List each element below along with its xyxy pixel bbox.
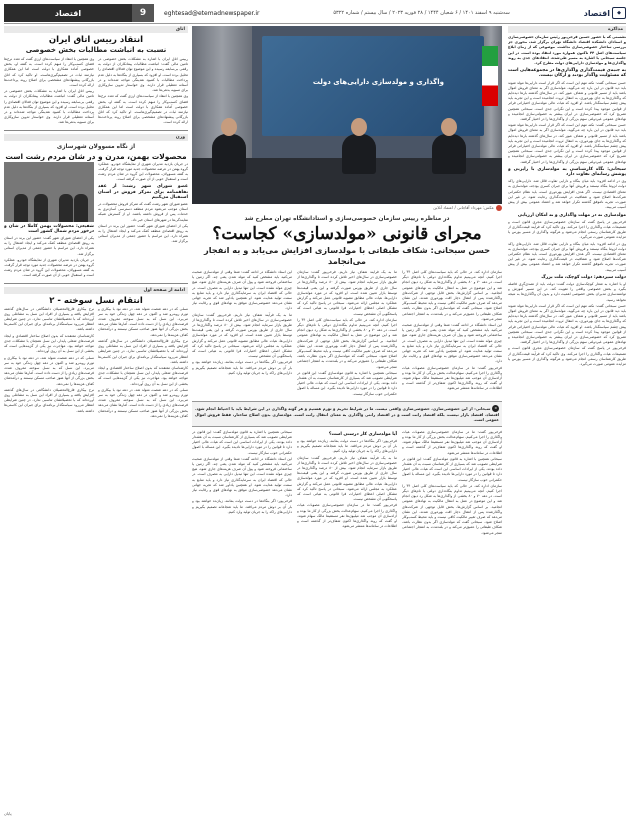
logo-text: اقتصاد [583,8,610,18]
photo-caption: عکس: مهرداد آقاجانی / اعتماد آنلاین [192,205,502,211]
main-photo [192,26,502,204]
main-col-b: ما به یک فرآیند شفاف نیاز داریم. فرخی‌پور گفت: سازمان خصوصی‌سازی در سال‌های اخیر تلاش کرده است تا واگذاری‌ها از طریق بازار سرمایه انجام شود. بیش از ۸۰ درصد واگذاری‌ها در سال جاری از طریق بورس صورت گرفته و این یعنی قیمت‌ها توسط بازار تعیین شده است. او افزود که در مورد مولدسازی دارایی‌ها، هیات عالی مطابق مصوبه قانونی عمل می‌کند و گزارش عملکرد به مجلس ارائه می‌شود. سبحانی در پاسخ تاکید کرد که مشکل اصلی اعطای اختیارات فرا قانونی به هیاتی است که پاسخگویی آن مشخص نیست. سازمان اداره کند. در حالی که باید سیاست‌های کلی اصل ۴۴ را اجرا کنیم، آنچه می‌بینیم تداوم بنگاه‌داری دولتی با نام‌های دیگر است. در دهه ۷۰ و ۸۰ بخشی از واگذاری‌ها به شکل رد دیون انجام شد و این موضوع در عمل به انتقال مالکیت به نهادهای عمومی انجامید. بر اساس گزارش‌ها، بخش قابل توجهی از شرکت‌های واگذارشده پس از انتقال دچار افت بهره‌وری شدند. این نشان می‌دهد که صرف تغییر مالکیت کافی نیست و باید محیط کسب‌وکار اصلاح شود. سبحانی گفت که مولدسازی اگر بدون نظارت باشد، شکاف طبقاتی را عمیق‌تر می‌کند و در بلندمدت به انفجار اجتماعی منجر می‌شود. سبحانی همچنین با اشاره به قانون مولدسازی گفت: این قانون در شرایطی تصویب شد که بسیاری از کارشناسان نسبت به آن هشدار داده بودند. یکی از ایرادات اساسی این است که هیات عالی اختیار دارد تا قوانین را در مورد دارایی‌ها نادیده بگیرد. این مساله با اصول حکمرانی خوب سازگار نیست. [297,270,397,396]
right-body-1: حسن سبحانی گفت: نکته مهم این است که اگر قرار است دارایی‌ها مولد شوند باید دید قانون در این باره چه می‌گوید. مولدسازی اگر به معنای فروش اموال باشد باید از مسیر قانونی و شفاف عبور کند. در سال‌های گذشته بارها دیده‌ایم که واگذاری‌ها به جای بهره‌وری، به انتقال ثروت انجامیده است و این تجربه باید پیش چشم سیاستگذار باشد. او افزود که هیات عالی مولدسازی اختیاراتی فراتر از قوانین موجود پیدا کرده است و این نگرانی جدی است. سبحانی همچنین تصریح کرد که خصوصی‌سازی در ایران بیشتر به خصولتی‌سازی انجامیده و نهادهای عمومی غیردولتی سهم بزرگی از واگذاری‌ها را در اختیار گرفتند. [508,80,626,122]
right-body-4c: فرخی‌پور در پاسخ گفت که سازمان خصوصی‌سازی مجری قانون است و تصمیمات هیات واگذاری را اجرا می‌کند. وی تاکید کرد که فرآیند قیمت‌گذاری از طریق کارشناسان رسمی انجام می‌شود و هرگونه واگذاری از مسیر بورس یا مزایده عمومی صورت می‌گیرد. [508,346,626,366]
left-story-3: نسلی که در دهه شصت متولد شد، در دهه نود با بیکاری و تورم روبه‌رو شد و اکنون در دهه چهل زندگی خود به سر می‌برد. این نسل که به نسل سوخته معروف شده، فرصت‌های زیادی را از دست داده است. آمارها نشان می‌دهد بخش بزرگی از آنها هنوز صاحب مسکن نیستند و درآمدشان کفاف هزینه‌ها را نمی‌دهد. نرخ بیکاری فارغ‌التحصیلان دانشگاهی در سال‌های گذشته افزایش یافته و بسیاری از افراد این نسل به مشاغلی روی آورده‌اند که با تحصیلاتشان تناسبی ندارد. در چنین شرایطی انتظار می‌رود سیاستگذار برنامه‌ای برای جبران این کاستی‌ها داشته باشد. کارشناسان معتقدند که بدون اصلاح ساختار اقتصادی و ایجاد فرصت‌های شغلی پایدار، این نسل همچنان با مشکلات جدی مواجه خواهد بود. مهاجرت نیز یکی از گزینه‌هایی است که بخشی از این نسل به آن روی آورده‌اند. نسلی که در دهه شصت متولد شد، در دهه نود با بیکاری و تورم روبه‌رو شد و اکنون در دهه چهل زندگی خود به سر می‌برد. این نسل که به نسل سوخته معروف شده، فرصت‌های زیادی را از دست داده است. آمارها نشان می‌دهد بخش بزرگی از آنها هنوز صاحب مسکن نیستند و درآمدشان کفاف هزینه‌ها را نمی‌دهد. نرخ بیکاری فارغ‌التحصیلان دانشگاهی در سال‌های گذشته افزایش یافته و بسیاری از افراد این نسل به مشاغلی روی آورده‌اند که با تحصیلاتشان تناسبی ندارد. در چنین شرایطی انتظار می‌رود سیاستگذار برنامه‌ای برای جبران این کاستی‌ها داشته باشد. کارشناسان معتقدند که بدون اصلاح ساختار اقتصادی و ایجاد فرصت‌های شغلی پایدار، این نسل همچنان با مشکلات جدی مواجه خواهد بود. مهاجرت نیز یکی از گزینه‌هایی است که بخشی از این نسل به آن روی آورده‌اند. نسلی که در دهه شصت متولد شد، در دهه نود با بیکاری و تورم روبه‌رو شد و اکنون در دهه چهل زندگی خود به سر می‌برد. این نسل که به نسل سوخته معروف شده، فرصت‌های زیادی را از دست داده است. آمارها نشان می‌دهد بخش بزرگی از آنها هنوز صاحب مسکن نیستند و درآمدشان کفاف هزینه‌ها را نمی‌دهد. نرخ بیکاری فارغ‌التحصیلان دانشگاهی در سال‌های گذشته افزایش یافته و بسیاری از افراد این نسل به مشاغلی روی آورده‌اند که با تحصیلاتشان تناسبی ندارد. در چنین شرایطی انتظار می‌رود سیاستگذار برنامه‌ای برای جبران این کاستی‌ها داشته باشد. [4,306,188,418]
left-photo-caption-2: شفیعی: محصولات بهمن کاملا در شان و درخور مردم شمال کشور است [4,223,94,234]
main-kicker: در مناظره رییس سازمان خصوصی‌سازی و استادانشگاه تهران مطرح شد [244,216,450,222]
main-body-columns [192,270,502,398]
left-story-1-body: رییس اتاق ایران با اشاره به مشکلات بخش خصوصی در تامین مالی گفت: انباشت مطالبات پیمانکاران از دولت به رقمی بی‌سابقه رسیده و این موضوع توان فعالان اقتصادی را تحلیل برده است. او افزود که بسیاری از بنگاه‌ها به دلیل عدم پرداخت مطالبات با کمبود نقدینگی مواجه شده‌اند و در آستانه تعطیلی قرار دارند. وی خواستار تدوین سازوکاری برای تسویه بدهی‌ها شد. وی همچنین با انتقاد از سیاست‌های ارزی گفت که تعدد نرخ‌ها فضای کسب‌وکار را مبهم کرده است. به گفته او، بخش خصوصی آماده همکاری با دولت است اما این همکاری نیازمند ثبات در تصمیم‌گیری‌هاست. او تاکید کرد که اتاق بازرگانی پیشنهادهای مشخصی برای اصلاح روند پرداخت‌ها ارائه کرده است. وی همچنین با انتقاد از سیاست‌های ارزی گفت که تعدد نرخ‌ها فضای کسب‌وکار را مبهم کرده است. به گفته او، بخش خصوصی آماده همکاری با دولت است اما این همکاری نیازمند ثبات در تصمیم‌گیری‌هاست. او تاکید کرد که اتاق بازرگانی پیشنهادهای مشخصی برای اصلاح روند پرداخت‌ها ارائه کرده است. رییس اتاق ایران با اشاره به مشکلات بخش خصوصی در تامین مالی گفت: انباشت مطالبات پیمانکاران از دولت به رقمی بی‌سابقه رسیده و این موضوع توان فعالان اقتصادی را تحلیل برده است. او افزود که بسیاری از بنگاه‌ها به دلیل عدم پرداخت مطالبات با کمبود نقدینگی مواجه شده‌اند و در آستانه تعطیلی قرار دارند. وی خواستار تدوین سازوکاری برای تسویه بدهی‌ها شد. [4,57,188,125]
left-title-3: انتقام نسل سوخته - ۲ [49,295,143,306]
left-title-1: انتقاد رییس اتاق ایران [48,35,144,45]
left-photo-2 [4,162,94,222]
right-subhead-1: به جنبه‌ی قیمت‌گذاری واگذاری‌ها در مجموعه‌هایی است که مسئولیت واگذار بودند و ارکان نیست. [508,68,626,79]
section-badge [4,4,154,22]
panelist-2 [342,134,376,174]
quote-mark-icon: ❝ [492,405,499,412]
panelist-1-head [221,118,237,136]
page-footer: پایان [4,811,12,816]
main-col-c: این استاد دانشگاه در ادامه گفت: شما وقتی از مولدسازی صحبت می‌کنید باید مشخص کنید که مولد شدن یعنی چه. اگر زمین یا ساختمانی فروخته شود و پول آن صرف هزینه‌های جاری شود، هیچ چیزی مولد نشده است. این تنها تبدیل دارایی به مصرف است. در حالی که اقتصاد ایران به سرمایه‌گذاری نیاز دارد و باید منابع به سمت تولید هدایت شود. او همچنین یادآور شد که تجربه جهانی نشان می‌دهد خصوصی‌سازی موفق به نهادهای قوی و رقابت نیاز دارد. ما به یک فرآیند شفاف نیاز داریم. فرخی‌پور گفت: سازمان خصوصی‌سازی در سال‌های اخیر تلاش کرده است تا واگذاری‌ها از طریق بازار سرمایه انجام شود. بیش از ۸۰ درصد واگذاری‌ها در سال جاری از طریق بورس صورت گرفته و این یعنی قیمت‌ها توسط بازار تعیین شده است. او افزود که در مورد مولدسازی دارایی‌ها، هیات عالی مطابق مصوبه قانونی عمل می‌کند و گزارش عملکرد به مجلس ارائه می‌شود. سبحانی در پاسخ تاکید کرد که مشکل اصلی اعطای اختیارات فرا قانونی به هیاتی است که پاسخگویی آن مشخص نیست. فرخی‌پور: اگر بنگاه‌ها در دست دولت بمانند، زیان‌ده خواهند بود و بار آن بر دوش مردم می‌افتد. ما باید شجاعانه تصمیم بگیریم و دارایی‌های راکد را به جریان تولید وارد کنیم. [192,270,292,375]
iran-flag-icon [482,46,498,106]
right-body-4: او با اشاره به شعار کوچک‌سازی دولت گفت: دولت باید از تصدی‌گری فاصله بگیرد و بخش خصوصی واقعی را تقویت کند. در این مسیر آموزش و توانمندسازی مدیران بخش خصوصی اهمیت دارد و بدون آن واگذاری‌ها به نتیجه نخواهد رسید. [508,281,626,302]
masthead-logo [584,7,626,19]
contact-email[interactable]: eghtesad@etemadnewspaper.ir [164,9,260,17]
left-category-bar-2: وزن [4,134,188,141]
lower-col-a: فرخی‌پور گفت: ما در سازمان خصوصی‌سازی مصوبات هیات واگذاری را اجرا می‌کنیم. سهام‌عدالت بخش بزرگی از کار ما بوده و آزادسازی آن موجب شد میلیون‌ها نفر مستقیما مالک سهام شوند. او گفت که روند واگذاری‌ها اکنون شفاف‌تر از گذشته است و اطلاعات در سامانه‌ها منتشر می‌شود. سبحانی همچنین با اشاره به قانون مولدسازی گفت: این قانون در شرایطی تصویب شد که بسیاری از کارشناسان نسبت به آن هشدار داده بودند. یکی از ایرادات اساسی این است که هیات عالی اختیار دارد تا قوانین را در مورد دارایی‌ها نادیده بگیرد. این مساله با اصول حکمرانی خوب سازگار نیست. سازمان اداره کند. در حالی که باید سیاست‌های کلی اصل ۴۴ را اجرا کنیم، آنچه می‌بینیم تداوم بنگاه‌داری دولتی با نام‌های دیگر است. در دهه ۷۰ و ۸۰ بخشی از واگذاری‌ها به شکل رد دیون انجام شد و این موضوع در عمل به انتقال مالکیت به نهادهای عمومی انجامید. بر اساس گزارش‌ها، بخش قابل توجهی از شرکت‌های واگذارشده پس از انتقال دچار افت بهره‌وری شدند. این نشان می‌دهد که صرف تغییر مالکیت کافی نیست و باید محیط کسب‌وکار اصلاح شود. سبحانی گفت که مولدسازی اگر بدون نظارت باشد، شکاف طبقاتی را عمیق‌تر می‌کند و در بلندمدت به انفجار اجتماعی منجر می‌شود. [402,429,502,535]
left-subtitle-1: نسبت به انباشت مطالبات بخش خصوصی [25,46,167,54]
camera-icon [496,205,502,211]
main-headline: مجرای قانونی «مولدسازی» کجاست؟ [212,224,482,244]
right-body-3: فرخی‌پور در پاسخ گفت که سازمان خصوصی‌سازی مجری قانون است و تصمیمات هیات واگذاری را اجرا می‌کند. وی تاکید کرد که فرآیند قیمت‌گذاری از طریق کارشناسان رسمی انجام می‌شود و هرگونه واگذاری از مسیر بورس یا مزایده عمومی صورت می‌گیرد. [508,219,626,240]
lower-col-c: سبحانی همچنین با اشاره به قانون مولدسازی گفت: این قانون در شرایطی تصویب شد که بسیاری از کارشناسان نسبت به آن هشدار داده بودند. یکی از ایرادات اساسی این است که هیات عالی اختیار دارد تا قوانین را در مورد دارایی‌ها نادیده بگیرد. این مساله با اصول حکمرانی خوب سازگار نیست. این استاد دانشگاه در ادامه گفت: شما وقتی از مولدسازی صحبت می‌کنید باید مشخص کنید که مولد شدن یعنی چه. اگر زمین یا ساختمانی فروخته شود و پول آن صرف هزینه‌های جاری شود، هیچ چیزی مولد نشده است. این تنها تبدیل دارایی به مصرف است. در حالی که اقتصاد ایران به سرمایه‌گذاری نیاز دارد و باید منابع به سمت تولید هدایت شود. او همچنین یادآور شد که تجربه جهانی نشان می‌دهد خصوصی‌سازی موفق به نهادهای قوی و رقابت نیاز دارد. فرخی‌پور: اگر بنگاه‌ها در دست دولت بمانند، زیان‌ده خواهند بود و بار آن بر دوش مردم می‌افتد. ما باید شجاعانه تصمیم بگیریم و دارایی‌های راکد را به جریان تولید وارد کنیم. [192,429,292,514]
right-subhead-2: سبحانی: نگاه کارشناسی به مولدسازی با رایزنی و پوشش رسانه‌ای تفاوت دارد [508,166,626,178]
left-column [4,26,188,806]
lower-col-b: آیا مولدسازی کار درستی است؟ فرخی‌پور: اگر بنگاه‌ها در دست دولت بمانند، زیان‌ده خواهند بود و بار آن بر دوش مردم می‌افتد. ما باید شجاعانه تصمیم بگیریم و دارایی‌های راکد را به جریان تولید وارد کنیم. ما به یک فرآیند شفاف نیاز داریم. فرخی‌پور گفت: سازمان خصوصی‌سازی در سال‌های اخیر تلاش کرده است تا واگذاری‌ها از طریق بازار سرمایه انجام شود. بیش از ۸۰ درصد واگذاری‌ها در سال جاری از طریق بورس صورت گرفته و این یعنی قیمت‌ها توسط بازار تعیین شده است. او افزود که در مورد مولدسازی دارایی‌ها، هیات عالی مطابق مصوبه قانونی عمل می‌کند و گزارش عملکرد به مجلس ارائه می‌شود. سبحانی در پاسخ تاکید کرد که مشکل اصلی اعطای اختیارات فرا قانونی به هیاتی است که پاسخگویی آن مشخص نیست. فرخی‌پور گفت: ما در سازمان خصوصی‌سازی مصوبات هیات واگذاری را اجرا می‌کنیم. سهام‌عدالت بخش بزرگی از کار ما بوده و آزادسازی آن موجب شد میلیون‌ها نفر مستقیما مالک سهام شوند. او گفت که روند واگذاری‌ها اکنون شفاف‌تر از گذشته است و اطلاعات در سامانه‌ها منتشر می‌شود. [297,431,397,529]
panelist-1 [212,134,246,174]
panelist-3-head [441,118,457,136]
banner-text: واگذاری و مولدسازی دارایی‌های دولت [312,78,444,86]
main-lower-columns [192,430,502,537]
section-name: اقتصاد [54,8,82,18]
right-body-2: وی در ادامه افزود: باید میان بنگاه و دارایی تفاوت قائل شد. دارایی‌های راکد دولت لزوما بنگاه نیستند و فروش آنها برای جبران کسری بودجه، مولدسازی به معنای اقتصادی نیست. اگر هدف افزایش بهره‌وری است، باید نظام حکمرانی شرکت‌ها اصلاح شود و شفافیت در قیمت‌گذاری رعایت شود. در غیر این صورت، تجربه ناموفق گذشته تکرار خواهد شد و اعتماد عمومی بیش از پیش آسیب می‌بیند. [508,179,626,210]
main-article [192,26,502,806]
logo-mark-icon: ◆ [612,7,626,19]
main-quote-box: ❝ سبحانی: از این خصوصی‌سازی، خصوصی‌سازی واقعی نیست. ما در شرایط تحریم و تورم هستیم و هر گونه واگذاری در این شرایط باید با احتیاط انجام شود. اقتصاد، اقتصاد بازار نیست، بلکه اقتصاد رانت است و در اقتصاد رانتی واگذاری به معنای انتقال رانت است. مولدسازی بدون اصلاح ساختار، فقط فروش اموال عمومی است. [192,401,502,427]
right-category-bar: مذاکره [508,26,626,33]
right-intro: نشستی که با حضور حسین فرخی‌پور رئیس سازمان خصوصی‌سازی و استادان دانشکده اقتصاد دانشگاه تهران برگزار شد، محوری جز بررسی ساختار خصوصی‌سازی نداشت. موضوعی که از زمان ابلاغ سیاست‌های اصل ۴۴ تاکنون همواره مورد انتقاد بوده است. در این جلسه سبحانی با اشاره به مسیر طی‌شده، انتقادهای جدی به روند واگذاری‌ها و مولدسازی دارایی‌های دولت مطرح کرد. [508,35,626,66]
left-title-2: محصولات بهمن، مدرن و در شان مردم رشت است [5,151,187,161]
left-category-bar-1: اتاق [4,26,188,33]
header-rule [4,23,626,24]
left-kicker-2: از نگاه مسوولان شهرسازی [56,143,136,150]
date-line: سه‌شنبه ۹ اسفند ۱۴۰۱ / ۶ شعبان ۱۴۴۴ / ۲۸ فوریه ۲۰۲۳ / سال بیستم / شماره ۵۳۲۲ [333,10,510,16]
left-category-bar-3: ادامه از صفحه اول [4,287,188,294]
panelist-3 [432,134,466,174]
right-body-3b: وی در ادامه افزود: باید میان بنگاه و دارایی تفاوت قائل شد. دارایی‌های راکد دولت لزوما بنگاه نیستند و فروش آنها برای جبران کسری بودجه، مولدسازی به معنای اقتصادی نیست. اگر هدف افزایش بهره‌وری است، باید نظام حکمرانی شرکت‌ها اصلاح شود و شفافیت در قیمت‌گذاری رعایت شود. در غیر این صورت، تجربه ناموفق گذشته تکرار خواهد شد و اعتماد عمومی بیش از پیش آسیب می‌بیند. [508,241,626,272]
right-body-1b: حسن سبحانی گفت: نکته مهم این است که اگر قرار است دارایی‌ها مولد شوند باید دید قانون در این باره چه می‌گوید. مولدسازی اگر به معنای فروش اموال باشد باید از مسیر قانونی و شفاف عبور کند. در سال‌های گذشته بارها دیده‌ایم که واگذاری‌ها به جای بهره‌وری، به انتقال ثروت انجامیده است و این تجربه باید پیش چشم سیاستگذار باشد. او افزود که هیات عالی مولدسازی اختیاراتی فراتر از قوانین موجود پیدا کرده است و این نگرانی جدی است. سبحانی همچنین تصریح کرد که خصوصی‌سازی در ایران بیشتر به خصولتی‌سازی انجامیده و نهادهای عمومی غیردولتی سهم بزرگی از واگذاری‌ها را در اختیار گرفتند. [508,123,626,164]
right-body-4b: حسن سبحانی گفت: نکته مهم این است که اگر قرار است دارایی‌ها مولد شوند باید دید قانون در این باره چه می‌گوید. مولدسازی اگر به معنای فروش اموال باشد باید از مسیر قانونی و شفاف عبور کند. در سال‌های گذشته بارها دیده‌ایم که واگذاری‌ها به جای بهره‌وری، به انتقال ثروت انجامیده است و این تجربه باید پیش چشم سیاستگذار باشد. او افزود که هیات عالی مولدسازی اختیاراتی فراتر از قوانین موجود پیدا کرده است و این نگرانی جدی است. سبحانی همچنین تصریح کرد که خصوصی‌سازی در ایران بیشتر به خصولتی‌سازی انجامیده و نهادهای عمومی غیردولتی سهم بزرگی از واگذاری‌ها را در اختیار گرفتند. [508,303,626,345]
right-subhead-3: مولدسازی نه در مهلت واگذاری و نه امکان ارزیابی [517,212,626,218]
main-subheadline: حسن سبحانی: شکاف طبقاتی با مولدسازی افزایش می‌یابد و به انفجار می‌انجامد [204,245,490,266]
page-number: 9 [132,4,154,22]
left-story-2: در جریان بازدید مدیران شهری از نمایشگاه خودرو، عملکرد گروه بهمن در عرضه محصولات جدید مورد توجه قرار گرفت. به گفته مسوولان، محصولات این گروه در شان مردم رشت است و استقبال خوبی از آن صورت گرفته است. عضو شورای شهر رشت: از عقد تفاهمنامه برای تمرکز فروش در استان استقبال می‌کنیم عضو شورای شهر رشت گفت که تمرکز فروش محصولات در استان موجب می‌شود مردم منطقه دسترسی آسان‌تری به خدمات پس از فروش داشته باشند. او از گسترش شبکه نمایندگی‌ها در شهرهای استان خبر داد. یکی از اعضای شورای شهر گفت: حضور این برند در استان به رونق اقتصادی منطقه کمک می‌کند و ایجاد اشتغال را به همراه دارد. این مراسم با حضور جمعی از مدیران استانی برگزار شد. شفیعی: محصولات بهمن کاملا در شان و درخور مردم شمال کشور است یکی از اعضای شورای شهر گفت: حضور این برند در استان به رونق اقتصادی منطقه کمک می‌کند و ایجاد اشتغال را به همراه دارد. این مراسم با حضور جمعی از مدیران استانی برگزار شد. در جریان بازدید مدیران شهری از نمایشگاه خودرو، عملکرد گروه بهمن در عرضه محصولات جدید مورد توجه قرار گرفت. به گفته مسوولان، محصولات این گروه در شان مردم رشت است و استقبال خوبی از آن صورت گرفته است. [4,161,188,278]
main-col-a: سازمان اداره کند. در حالی که باید سیاست‌های کلی اصل ۴۴ را اجرا کنیم، آنچه می‌بینیم تداوم بنگاه‌داری دولتی با نام‌های دیگر است. در دهه ۷۰ و ۸۰ بخشی از واگذاری‌ها به شکل رد دیون انجام شد و این موضوع در عمل به انتقال مالکیت به نهادهای عمومی انجامید. بر اساس گزارش‌ها، بخش قابل توجهی از شرکت‌های واگذارشده پس از انتقال دچار افت بهره‌وری شدند. این نشان می‌دهد که صرف تغییر مالکیت کافی نیست و باید محیط کسب‌وکار اصلاح شود. سبحانی گفت که مولدسازی اگر بدون نظارت باشد، شکاف طبقاتی را عمیق‌تر می‌کند و در بلندمدت به انفجار اجتماعی منجر می‌شود. این استاد دانشگاه در ادامه گفت: شما وقتی از مولدسازی صحبت می‌کنید باید مشخص کنید که مولد شدن یعنی چه. اگر زمین یا ساختمانی فروخته شود و پول آن صرف هزینه‌های جاری شود، هیچ چیزی مولد نشده است. این تنها تبدیل دارایی به مصرف است. در حالی که اقتصاد ایران به سرمایه‌گذاری نیاز دارد و باید منابع به سمت تولید هدایت شود. او همچنین یادآور شد که تجربه جهانی نشان می‌دهد خصوصی‌سازی موفق به نهادهای قوی و رقابت نیاز دارد. فرخی‌پور گفت: ما در سازمان خصوصی‌سازی مصوبات هیات واگذاری را اجرا می‌کنیم. سهام‌عدالت بخش بزرگی از کار ما بوده و آزادسازی آن موجب شد میلیون‌ها نفر مستقیما مالک سهام شوند. او گفت که روند واگذاری‌ها اکنون شفاف‌تر از گذشته است و اطلاعات در سامانه‌ها منتشر می‌شود. [402,270,502,391]
right-subhead-4: دولت سیزدهم: دولت کوچک، ملت بزرگ [541,274,626,280]
right-column [508,26,626,806]
panelist-2-head [351,118,367,136]
